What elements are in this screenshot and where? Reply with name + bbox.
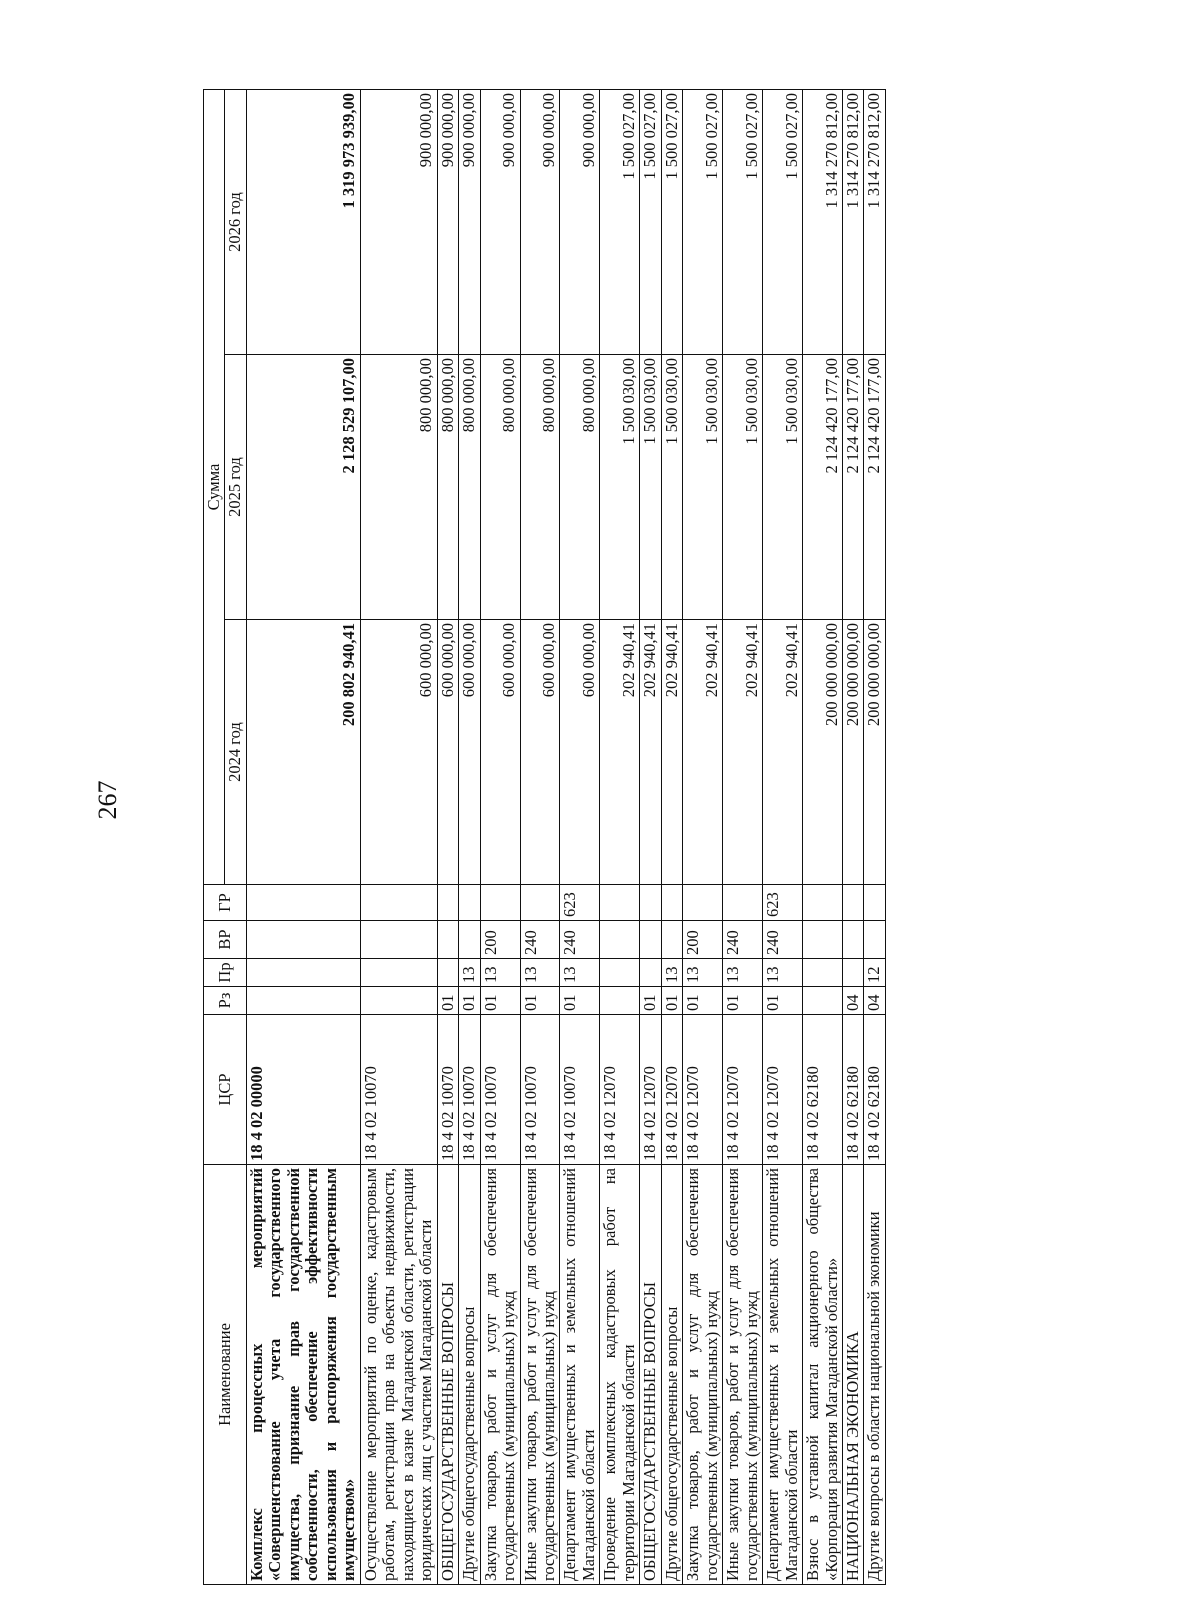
row-name: НАЦИОНАЛЬНАЯ ЭКОНОМИКА [843, 1165, 864, 1585]
row-pr [803, 959, 843, 987]
row-pr: 13 [683, 959, 723, 987]
row-csr: 18 4 02 10070 [360, 1015, 437, 1165]
row-csr: 18 4 02 62180 [803, 1015, 843, 1165]
row-pr [360, 959, 437, 987]
row-2024: 202 940,41 [600, 620, 640, 885]
row-rz [803, 987, 843, 1015]
row-csr: 18 4 02 12070 [683, 1015, 723, 1165]
row-gr [520, 885, 560, 921]
row-2024: 200 802 940,41 [246, 620, 360, 885]
row-vr [360, 921, 437, 959]
row-2026: 1 314 270 812,00 [803, 89, 843, 354]
row-name: Закупка товаров, работ и услуг для обеспечения государственных (муниципальных) нужд [683, 1165, 723, 1585]
row-name: Иные закупки товаров, работ и услуг для обеспечения государственных (муниципальных) нужд [520, 1165, 560, 1585]
row-name: Иные закупки товаров, работ и услуг для обеспечения государственных (муниципальных) нужд [723, 1165, 763, 1585]
row-2025: 2 124 420 177,00 [843, 355, 864, 620]
row-rz: 01 [640, 987, 661, 1015]
row-2026: 900 000,00 [360, 89, 437, 354]
table-row [560, 89, 600, 1584]
row-gr [437, 885, 458, 921]
row-gr [480, 885, 520, 921]
table-row [246, 89, 360, 1584]
row-2024: 600 000,00 [437, 620, 458, 885]
row-2026: 1 319 973 939,00 [246, 89, 360, 354]
row-rz: 01 [520, 987, 560, 1015]
row-2025: 1 500 030,00 [640, 355, 661, 620]
row-2025: 800 000,00 [560, 355, 600, 620]
row-2025: 800 000,00 [520, 355, 560, 620]
row-2026: 1 500 027,00 [661, 89, 682, 354]
row-2025: 1 500 030,00 [661, 355, 682, 620]
table-row [520, 89, 560, 1584]
row-gr [600, 885, 640, 921]
row-vr [437, 921, 458, 959]
row-name: Проведение комплексных кадастровых работ на территории Магаданской области [600, 1165, 640, 1585]
row-name: ОБЩЕГОСУДАРСТВЕННЫЕ ВОПРОСЫ [437, 1165, 458, 1585]
row-2025: 1 500 030,00 [763, 355, 803, 620]
row-pr: 13 [520, 959, 560, 987]
row-2024: 600 000,00 [360, 620, 437, 885]
table-row [437, 89, 458, 1584]
row-name: Другие общегосударственные вопросы [459, 1165, 480, 1585]
row-pr: 13 [560, 959, 600, 987]
row-2026: 1 314 270 812,00 [864, 89, 885, 354]
row-rz: 04 [864, 987, 885, 1015]
row-pr [843, 959, 864, 987]
row-csr: 18 4 02 62180 [843, 1015, 864, 1165]
header-sum: Сумма [204, 89, 225, 884]
row-2026: 1 500 027,00 [640, 89, 661, 354]
row-vr: 200 [683, 921, 723, 959]
header-pr: Пр [204, 959, 247, 987]
row-gr [640, 885, 661, 921]
row-name: Взнос в уставной капитал акционерного общества «Корпорация развития Магаданской области» [803, 1165, 843, 1585]
table-row [723, 89, 763, 1584]
row-2025: 800 000,00 [360, 355, 437, 620]
row-vr [843, 921, 864, 959]
row-pr: 12 [864, 959, 885, 987]
row-2025: 1 500 030,00 [723, 355, 763, 620]
row-vr [661, 921, 682, 959]
row-rz [600, 987, 640, 1015]
row-vr: 240 [723, 921, 763, 959]
row-csr: 18 4 02 12070 [640, 1015, 661, 1165]
header-rz: Рз [204, 987, 247, 1015]
row-2025: 2 124 420 177,00 [803, 355, 843, 620]
row-2026: 1 500 027,00 [683, 89, 723, 354]
row-pr: 13 [459, 959, 480, 987]
row-csr: 18 4 02 10070 [459, 1015, 480, 1165]
row-name: ОБЩЕГОСУДАРСТВЕННЫЕ ВОПРОСЫ [640, 1165, 661, 1585]
table-body [246, 89, 885, 1584]
row-rz: 01 [661, 987, 682, 1015]
row-2024: 202 940,41 [683, 620, 723, 885]
row-2026: 900 000,00 [480, 89, 520, 354]
row-vr: 240 [520, 921, 560, 959]
row-rz [360, 987, 437, 1015]
budget-table [203, 89, 886, 1585]
row-vr [459, 921, 480, 959]
row-2025: 1 500 030,00 [683, 355, 723, 620]
header-name: Наименование [204, 1165, 247, 1585]
page-number: 267 [93, 780, 122, 820]
row-rz [246, 987, 360, 1015]
row-2026: 900 000,00 [437, 89, 458, 354]
row-rz: 01 [437, 987, 458, 1015]
header-2024: 2024 год [225, 620, 246, 885]
row-2026: 1 500 027,00 [723, 89, 763, 354]
row-2024: 600 000,00 [560, 620, 600, 885]
row-2025: 2 124 420 177,00 [864, 355, 885, 620]
table-row [459, 89, 480, 1584]
row-name: Департамент имущественных и земельных отношений Магаданской области [560, 1165, 600, 1585]
row-csr: 18 4 02 10070 [520, 1015, 560, 1165]
row-pr: 13 [723, 959, 763, 987]
row-rz: 01 [763, 987, 803, 1015]
table-row [360, 89, 437, 1584]
row-vr [803, 921, 843, 959]
row-csr: 18 4 02 10070 [480, 1015, 520, 1165]
row-2024: 200 000 000,00 [803, 620, 843, 885]
row-gr [683, 885, 723, 921]
table-header [204, 89, 247, 1584]
table-row [864, 89, 885, 1584]
row-name: Другие вопросы в области национальной экономики [864, 1165, 885, 1585]
row-gr [864, 885, 885, 921]
row-pr [437, 959, 458, 987]
header-2026: 2026 год [225, 89, 246, 354]
row-2025: 800 000,00 [459, 355, 480, 620]
row-2026: 900 000,00 [560, 89, 600, 354]
row-name: Закупка товаров, работ и услуг для обеспечения государственных (муниципальных) нужд [480, 1165, 520, 1585]
row-gr [360, 885, 437, 921]
row-rz: 01 [560, 987, 600, 1015]
row-2025: 800 000,00 [480, 355, 520, 620]
row-2026: 900 000,00 [520, 89, 560, 354]
row-vr: 240 [763, 921, 803, 959]
table-row [480, 89, 520, 1584]
table-row [683, 89, 723, 1584]
row-rz: 04 [843, 987, 864, 1015]
row-rz: 01 [459, 987, 480, 1015]
row-csr: 18 4 02 10070 [560, 1015, 600, 1165]
row-gr [843, 885, 864, 921]
table-row [661, 89, 682, 1584]
row-csr: 18 4 02 00000 [246, 1015, 360, 1165]
row-2025: 2 128 529 107,00 [246, 355, 360, 620]
table-row [803, 89, 843, 1584]
header-gr: ГР [204, 885, 247, 921]
row-rz: 01 [683, 987, 723, 1015]
row-2025: 800 000,00 [437, 355, 458, 620]
row-vr [640, 921, 661, 959]
row-2024: 202 940,41 [763, 620, 803, 885]
row-gr [661, 885, 682, 921]
row-gr: 623 [763, 885, 803, 921]
row-2024: 600 000,00 [480, 620, 520, 885]
row-2025: 1 500 030,00 [600, 355, 640, 620]
row-2024: 200 000 000,00 [843, 620, 864, 885]
row-2024: 202 940,41 [661, 620, 682, 885]
row-2024: 600 000,00 [459, 620, 480, 885]
row-pr: 13 [661, 959, 682, 987]
row-2024: 202 940,41 [723, 620, 763, 885]
row-gr [459, 885, 480, 921]
row-2024: 202 940,41 [640, 620, 661, 885]
table-row [640, 89, 661, 1584]
row-2026: 1 314 270 812,00 [843, 89, 864, 354]
row-name: Департамент имущественных и земельных отношений Магаданской области [763, 1165, 803, 1585]
row-gr [723, 885, 763, 921]
table-row [600, 89, 640, 1584]
row-2026: 1 500 027,00 [763, 89, 803, 354]
table-row [763, 89, 803, 1584]
row-csr: 18 4 02 12070 [763, 1015, 803, 1165]
row-name: Другие общегосударственные вопросы [661, 1165, 682, 1585]
row-pr [246, 959, 360, 987]
row-rz: 01 [480, 987, 520, 1015]
row-csr: 18 4 02 12070 [723, 1015, 763, 1165]
header-vr: ВР [204, 921, 247, 959]
row-gr [246, 885, 360, 921]
row-name: Комплекс процессных мероприятий «Совершенствование учета государственного имущества, признание прав государственной собственности, обеспечение эффективности использования и распоряжения государственным имуществом» [246, 1165, 360, 1585]
row-2024: 600 000,00 [520, 620, 560, 885]
row-gr [803, 885, 843, 921]
row-pr: 13 [763, 959, 803, 987]
row-2026: 900 000,00 [459, 89, 480, 354]
header-csr: ЦСР [204, 1015, 247, 1165]
row-2026: 1 500 027,00 [600, 89, 640, 354]
row-2024: 200 000 000,00 [864, 620, 885, 885]
row-vr [864, 921, 885, 959]
row-csr: 18 4 02 10070 [437, 1015, 458, 1165]
row-pr [640, 959, 661, 987]
row-gr: 623 [560, 885, 600, 921]
row-vr [600, 921, 640, 959]
row-name: Осуществление мероприятий по оценке, кадастровым работам, регистрации прав на объекты недвижимости, находящиеся в казне Магаданской области, регистрации юридических лиц с участием Магаданской области [360, 1165, 437, 1585]
row-rz: 01 [723, 987, 763, 1015]
row-vr: 240 [560, 921, 600, 959]
table-row [843, 89, 864, 1584]
header-2025: 2025 год [225, 355, 246, 620]
rotated-table-container [203, 90, 1143, 1585]
row-pr [600, 959, 640, 987]
row-csr: 18 4 02 62180 [864, 1015, 885, 1165]
row-csr: 18 4 02 12070 [600, 1015, 640, 1165]
row-vr [246, 921, 360, 959]
row-pr: 13 [480, 959, 520, 987]
row-vr: 200 [480, 921, 520, 959]
row-csr: 18 4 02 12070 [661, 1015, 682, 1165]
